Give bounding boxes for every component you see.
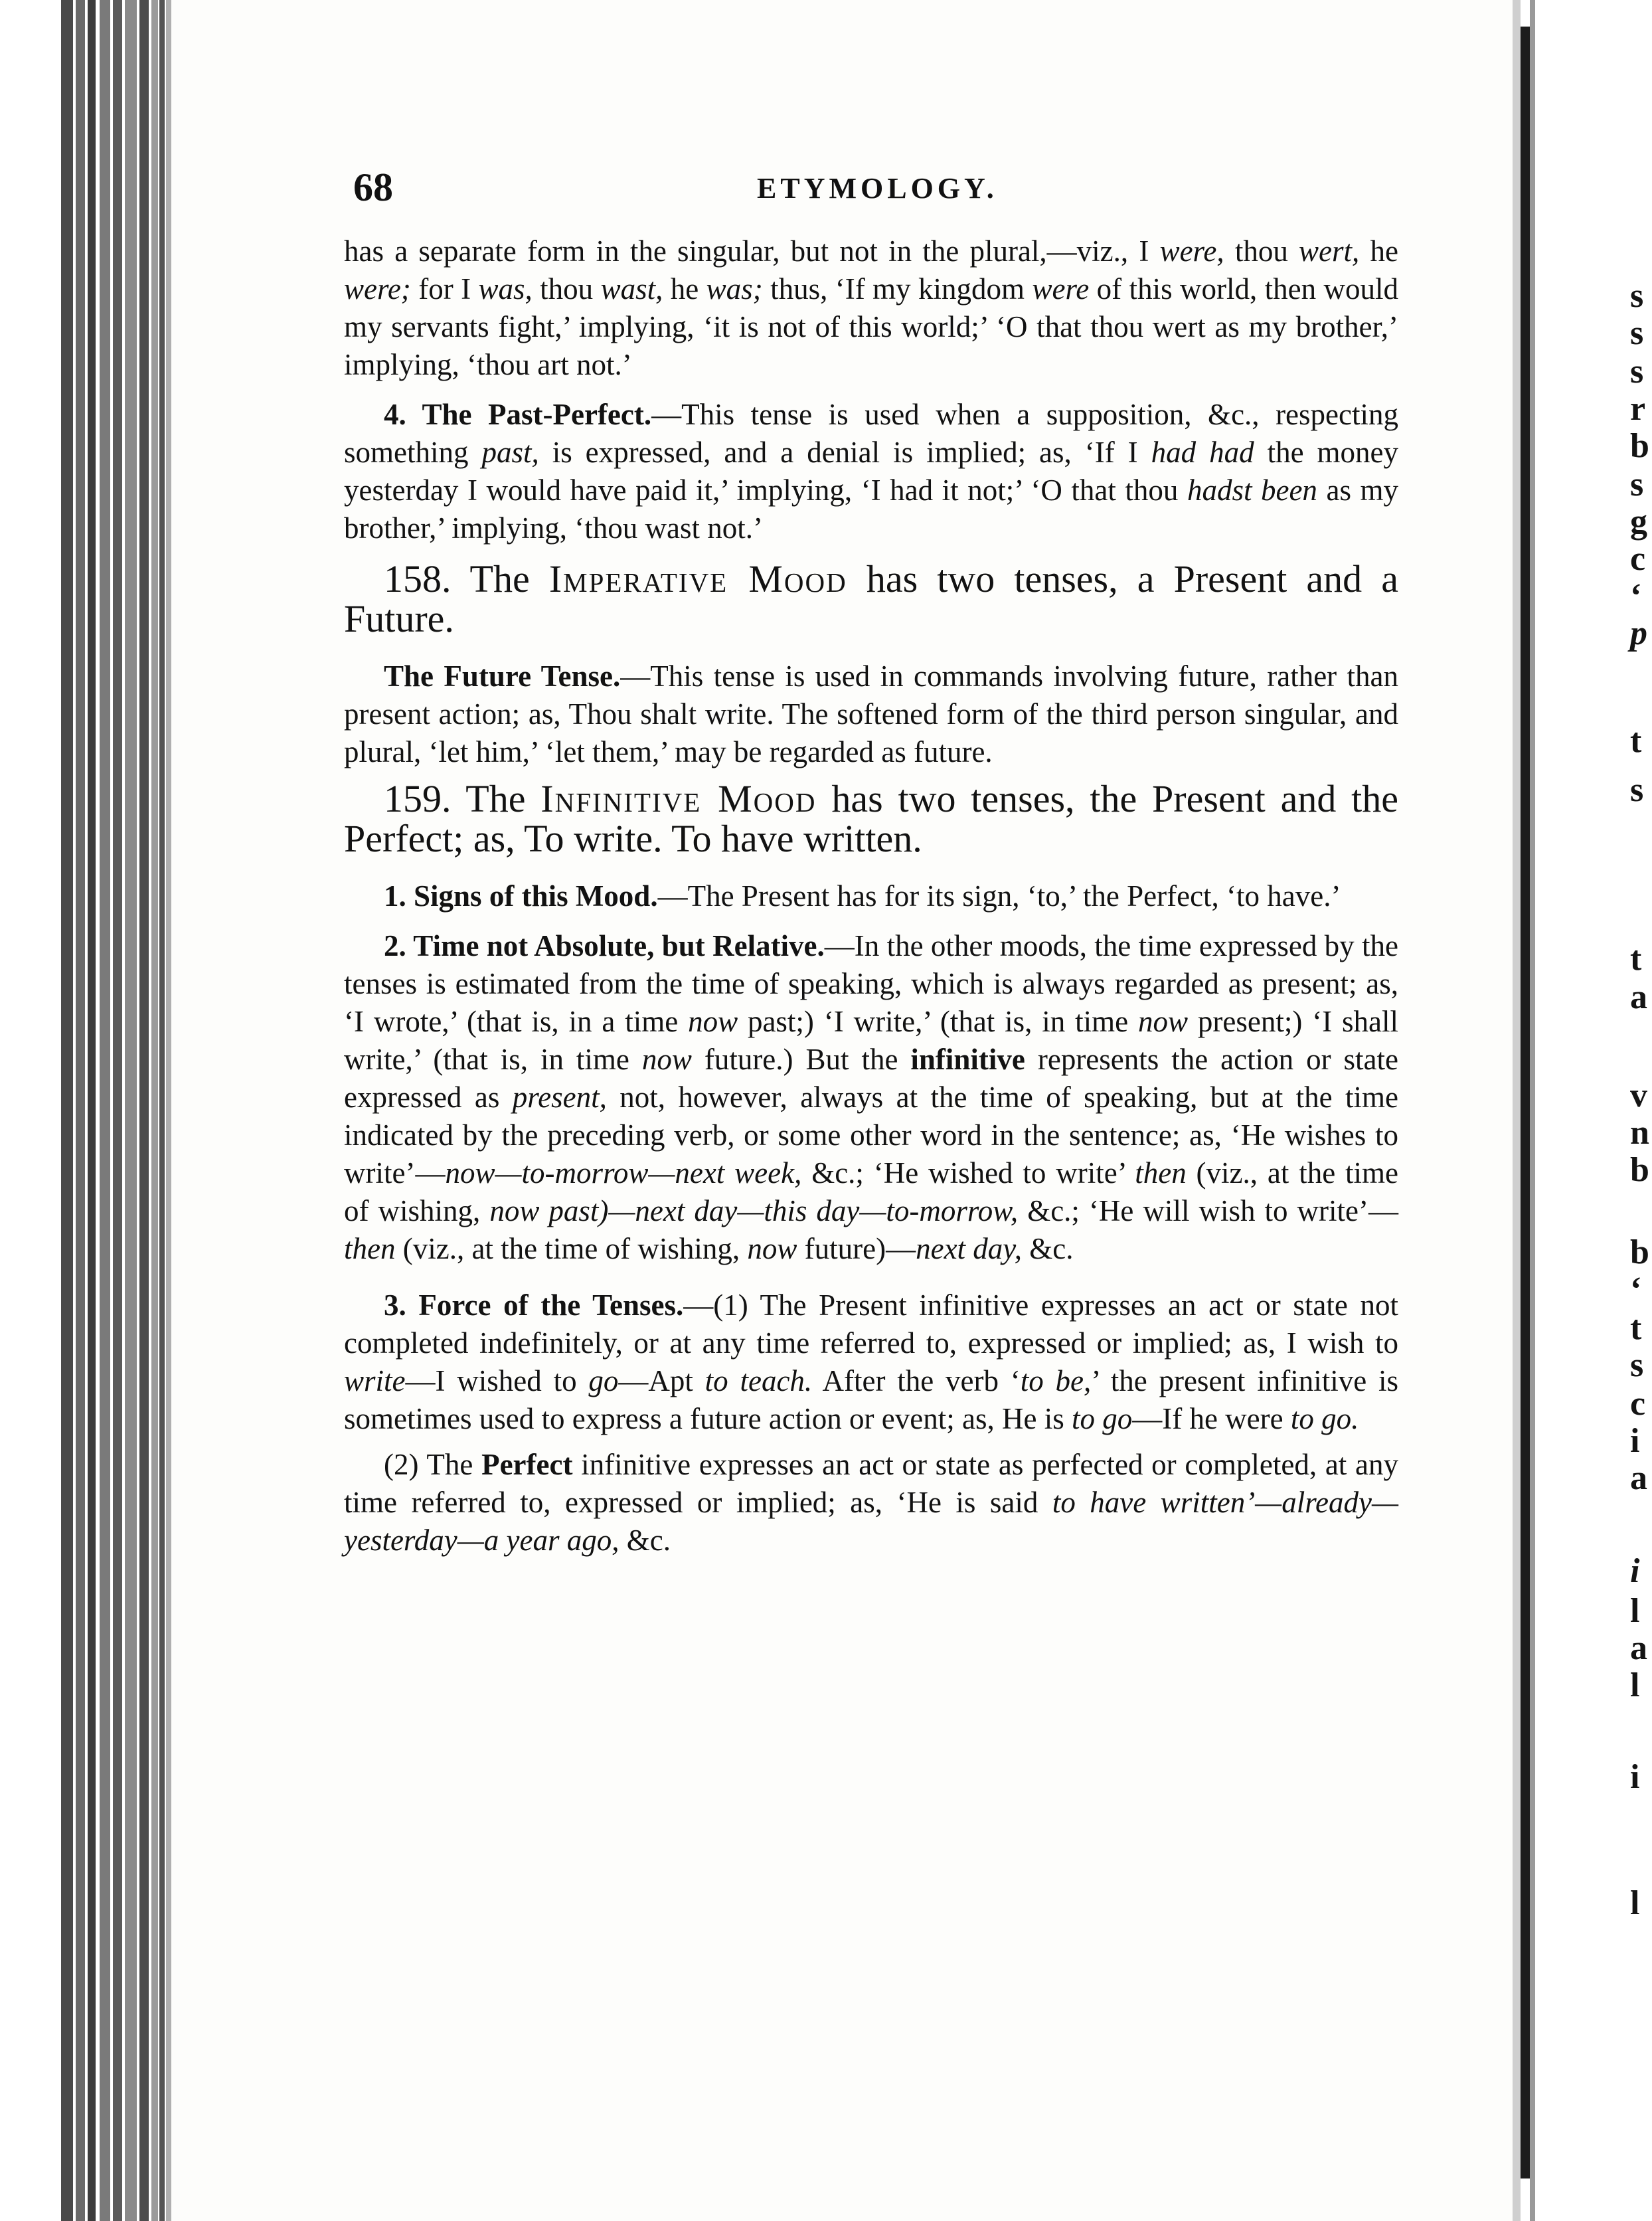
paragraph-text: After the verb ‘ xyxy=(812,1364,1021,1397)
italic-text: then xyxy=(1135,1156,1187,1190)
small-caps-term: Imperative Mood xyxy=(548,557,847,600)
italic-text: now xyxy=(747,1232,797,1265)
italic-text: now xyxy=(641,1043,692,1076)
italic-text: present, xyxy=(512,1081,607,1114)
paragraph-text: is expressed, and a denial is implied; as, ‘If I xyxy=(538,436,1151,469)
paragraph-text: &c.; ‘He wished to write’ xyxy=(801,1156,1135,1190)
subsection-heading: 2. Time not Absolute, but Relative. xyxy=(384,929,825,962)
perfect-infinitive-paragraph xyxy=(344,1446,1398,1559)
page-number: 68 xyxy=(353,165,393,209)
adjacent-page-fragment: s xyxy=(1630,1346,1644,1384)
section-text: 158. The xyxy=(384,557,549,600)
adjacent-page-fragment: v xyxy=(1630,1077,1647,1114)
adjacent-page-fragment: p xyxy=(1630,614,1647,652)
adjacent-page-fragment: i xyxy=(1630,1552,1640,1590)
paragraph-text: represents the action or state expressed as xyxy=(344,1043,1398,1114)
italic-text: hadst been xyxy=(1187,474,1317,507)
adjacent-page-fragment: s xyxy=(1630,314,1644,352)
paragraph-text: —The Present has for its sign, ‘to,’ the Perfect, ‘to have.’ xyxy=(657,879,1341,913)
adjacent-page-fragment: b xyxy=(1630,427,1649,465)
paragraph-text: —I wished to xyxy=(405,1364,589,1397)
adjacent-page-fragment: b xyxy=(1630,1151,1649,1189)
paragraph-text: (2) The xyxy=(384,1448,482,1481)
adjacent-page-fragment: t xyxy=(1630,1309,1642,1347)
paragraph-text: —This tense is used when a supposition, &c., respecting something xyxy=(344,398,1398,469)
subsection-heading: 3. Force of the Tenses. xyxy=(384,1288,684,1322)
adjacent-page-fragment: i xyxy=(1630,1422,1640,1460)
paragraph-text: thou xyxy=(532,272,601,306)
adjacent-page-fragment: ‘ xyxy=(1630,577,1642,615)
paragraph-text: &c.; ‘He will wish to write’— xyxy=(1018,1194,1399,1227)
adjacent-page-fragment: i xyxy=(1630,1758,1640,1796)
page-gutter-shadow xyxy=(1513,0,1621,2221)
continuation-paragraph xyxy=(344,232,1398,384)
adjacent-page-fragment: t xyxy=(1630,940,1642,978)
relative-time-paragraph xyxy=(344,927,1398,1268)
subsection-heading: The Future Tense. xyxy=(384,660,621,693)
italic-text: to have written’—already—yesterday—a year ago, xyxy=(344,1486,1398,1557)
italic-text: past, xyxy=(481,436,539,469)
italic-text: write xyxy=(344,1364,406,1397)
paragraph-text: ’ the present infinitive is sometimes used to express a future action or event; as, He is xyxy=(344,1364,1398,1435)
paragraph-text: future.) But the xyxy=(691,1043,911,1076)
adjacent-page-fragment: s xyxy=(1630,353,1644,391)
paragraph-text: &c. xyxy=(1022,1232,1074,1265)
adjacent-page-fragment: l xyxy=(1630,1592,1640,1630)
paragraph-text: past;) ‘I write,’ (that is, in time xyxy=(738,1005,1138,1038)
adjacent-page-fragment: r xyxy=(1630,390,1646,428)
small-caps-term: Infinitive Mood xyxy=(540,777,817,820)
adjacent-page-fragment: ‘ xyxy=(1630,1271,1642,1308)
adjacent-page-fragment: s xyxy=(1630,771,1644,809)
italic-text: to be, xyxy=(1020,1364,1092,1397)
paragraph-text: he xyxy=(663,272,706,306)
paragraph-text: (viz., at the time of wishing, xyxy=(344,1156,1398,1227)
paragraph-text: —This tense is used in commands involving future, rather than present action; as, Thou shalt write. The softened form of the third person singular, and plural, ‘let him,’ ‘let them,’ may be regarded as future. xyxy=(344,660,1399,768)
book-binding-edge xyxy=(61,0,171,2221)
adjacent-page-fragment: a xyxy=(1630,1629,1647,1667)
paragraph-text: for I xyxy=(410,272,479,306)
adjacent-page-fragment: s xyxy=(1630,277,1644,315)
adjacent-page-fragment: s xyxy=(1630,466,1644,503)
adjacent-page-fragment: a xyxy=(1630,978,1647,1016)
italic-text: wert, xyxy=(1299,234,1360,268)
running-head: ETYMOLOGY. xyxy=(757,172,998,205)
section-text: has two tenses, the Present and the Perfect; as, To write. To have written. xyxy=(344,777,1399,860)
paragraph-text: of this world, then would my servants fight,’ implying, ‘it is not of this world;’ ‘O that thou wert as my brother,’ implying, ‘thou art not.’ xyxy=(344,272,1399,381)
bold-text: Perfect xyxy=(481,1448,573,1481)
section-158 xyxy=(344,559,1398,639)
signs-paragraph xyxy=(344,877,1398,915)
italic-text: to go xyxy=(1071,1402,1133,1435)
paragraph-text: &c. xyxy=(619,1524,671,1557)
paragraph-text: infinitive expresses an act or state as perfected or completed, at any time referred to, expressed or implied; as, ‘He is said xyxy=(344,1448,1398,1519)
subsection-heading: 4. The Past-Perfect. xyxy=(384,398,652,431)
italic-text: were, xyxy=(1159,234,1224,268)
paragraph-text: has a separate form in the singular, but not in the plural,—viz., I xyxy=(344,234,1160,268)
paragraph-text: (viz., at the time of wishing, xyxy=(395,1232,748,1265)
paragraph-text: thus, ‘If my kingdom xyxy=(762,272,1032,306)
italic-text: were xyxy=(1032,272,1090,306)
adjacent-page-fragment: b xyxy=(1630,1233,1649,1271)
paragraph-text: present;) ‘I shall write,’ (that is, in time xyxy=(344,1005,1398,1076)
italic-text: go xyxy=(588,1364,619,1397)
italic-text: to teach. xyxy=(704,1364,813,1397)
paragraph-text: as my brother,’ implying, ‘thou wast not.’ xyxy=(344,474,1398,545)
italic-text: was, xyxy=(478,272,533,306)
adjacent-page-fragment: l xyxy=(1630,1884,1640,1922)
italic-text: now xyxy=(688,1005,738,1038)
page-body xyxy=(344,232,1398,1559)
italic-text: were; xyxy=(344,272,411,306)
adjacent-page-fragment: c xyxy=(1630,540,1646,578)
italic-text: to go. xyxy=(1290,1402,1359,1435)
adjacent-page-fragment: t xyxy=(1630,722,1642,760)
paragraph-text: future)— xyxy=(797,1232,916,1265)
bold-text: infinitive xyxy=(910,1043,1025,1076)
italic-text: now past)—next day—this day—to-morrow, xyxy=(489,1194,1019,1227)
paragraph-text: —In the other moods, the time expressed by the tenses is estimated from the time of speaking, which is always regarded as present; as, ‘I wrote,’ (that is, in a time xyxy=(344,929,1398,1038)
force-of-tenses-paragraph xyxy=(344,1287,1398,1438)
page-header xyxy=(353,165,1402,211)
section-text: has two tenses, a Present and a Future. xyxy=(344,557,1399,640)
paragraph-text: not, however, always at the time of speaking, but at the time indicated by the preceding verb, or some other word in the sentence; as, ‘He wishes to write’— xyxy=(344,1081,1399,1190)
paragraph-text: —Apt xyxy=(618,1364,705,1397)
paragraph-text: he xyxy=(1359,234,1398,268)
adjacent-page-fragment: g xyxy=(1630,503,1647,541)
adjacent-page-fragment: a xyxy=(1630,1459,1647,1497)
future-tense-paragraph xyxy=(344,658,1398,771)
italic-text: next day, xyxy=(916,1232,1023,1265)
italic-text: was; xyxy=(706,272,763,306)
italic-text: now—to-morrow—next week, xyxy=(445,1156,802,1190)
adjacent-page-fragment: c xyxy=(1630,1385,1646,1423)
section-159 xyxy=(344,779,1398,859)
section-text: 159. The xyxy=(384,777,541,820)
paragraph-text: the money yesterday I would have paid it,’ implying, ‘I had it not;’ ‘O that thou xyxy=(344,436,1398,507)
paragraph-text: —(1) The Present infinitive expresses an act or state not completed indefinitely, or at any time referred to, expressed or implied; as, I wish to xyxy=(344,1288,1398,1360)
italic-text: then xyxy=(344,1232,396,1265)
italic-text: had had xyxy=(1151,436,1254,469)
adjacent-page-fragment: l xyxy=(1630,1666,1640,1704)
adjacent-page-fragment: n xyxy=(1630,1114,1649,1152)
subsection-heading: 1. Signs of this Mood. xyxy=(384,879,658,913)
paragraph-text: thou xyxy=(1224,234,1299,268)
italic-text: wast, xyxy=(600,272,663,306)
italic-text: now xyxy=(1138,1005,1189,1038)
past-perfect-paragraph xyxy=(344,396,1398,547)
paragraph-text: —If he were xyxy=(1132,1402,1291,1435)
